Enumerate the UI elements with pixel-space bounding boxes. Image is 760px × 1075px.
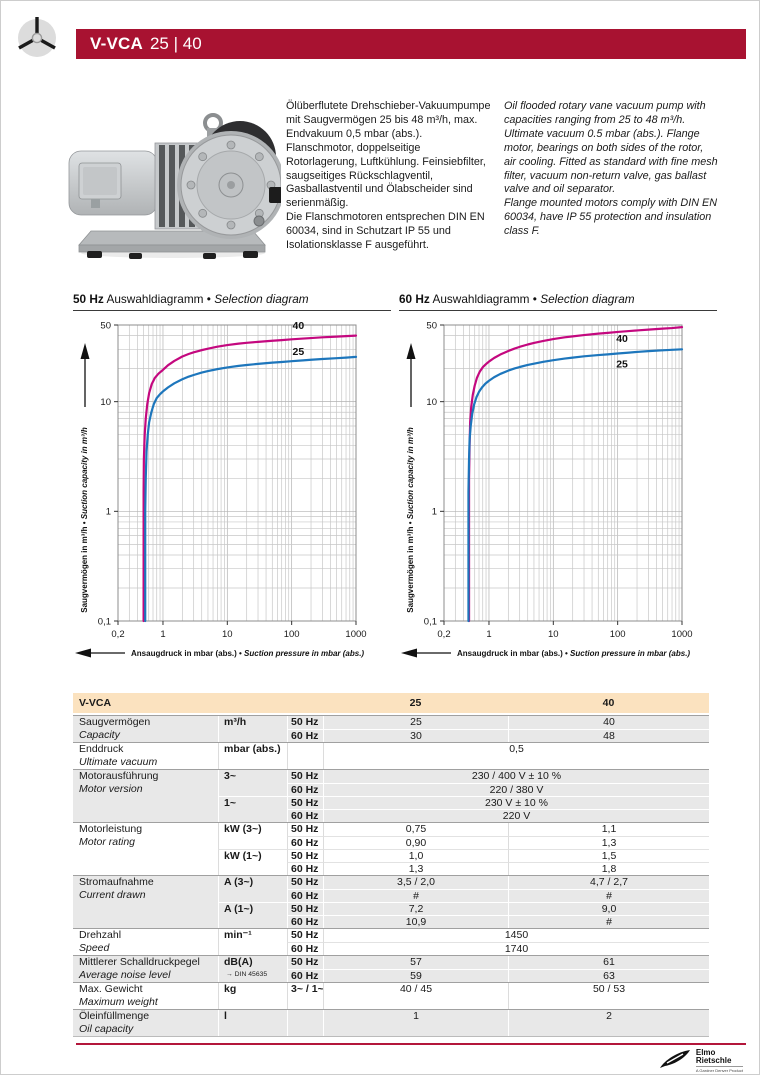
- row-label-en: Ultimate vacuum: [79, 756, 158, 768]
- page-title: V-VCA: [90, 34, 143, 53]
- x-tick-label: 0,2: [111, 629, 125, 640]
- table-block: [73, 742, 709, 769]
- x-tick-label: 1: [160, 629, 166, 640]
- unit-cell: 3~: [218, 770, 287, 796]
- description-german-p1: Ölüberflutete Drehschieber-Vakuumpumpe mit Saugvermögen 25 bis 48 m³/h, max. Endvakuum 0,5 mbar (abs.). Flanschmotor, doppelseitige Rotorlagerung, Luftkühlung. Feinsiebfilter, saugseitiges Rückschlagventil, Gasballastventil und Ölabscheider sind serienmäßig.: [286, 100, 491, 210]
- table-block: [73, 955, 709, 982]
- row-label-de: Saugvermögen: [79, 716, 151, 728]
- y-tick-label: 50: [100, 320, 111, 332]
- value-cell-25: 30: [323, 729, 508, 742]
- vacuum-pump-illustration: [63, 99, 281, 261]
- chart-title-60hz-freq: 60 Hz: [399, 292, 430, 306]
- row-label-en: Motor rating: [79, 836, 136, 848]
- value-span-cell: 1740: [323, 942, 709, 955]
- svg-text:Ansaugdruck in mbar (abs.) • S: Ansaugdruck in mbar (abs.) • Suction pressure in mbar (abs.): [457, 649, 691, 658]
- value-cell-25: 0,75: [323, 823, 508, 836]
- value-cell-25: #: [323, 889, 508, 902]
- footer-divider: [76, 1043, 746, 1045]
- curve-label-40: 40: [292, 319, 305, 332]
- description-english: [504, 100, 718, 239]
- table-block: [73, 875, 709, 928]
- brand-swoosh-icon: [659, 1049, 691, 1071]
- table-header-row: [73, 693, 709, 713]
- value-cell-25: 10,9: [323, 915, 508, 928]
- frequency-cell: 60 Hz: [287, 942, 323, 955]
- y-axis-caption: [406, 343, 416, 613]
- y-tick-label: 0,1: [97, 616, 111, 628]
- description-german: [286, 100, 493, 253]
- row-label: [73, 1010, 218, 1036]
- value-span-cell: 0,5: [323, 743, 709, 769]
- value-cell-40: 2: [508, 1010, 709, 1036]
- curve-label-25: 25: [616, 358, 628, 371]
- row-label: [73, 823, 218, 875]
- frequency-cell: 50 Hz: [287, 823, 323, 836]
- table-block: [73, 822, 709, 875]
- value-cell-40: 63: [508, 969, 709, 982]
- svg-text:Saugvermögen in m³/h • Suction: Saugvermögen in m³/h • Suction capacity in m³/h: [406, 427, 415, 613]
- chart-title-50hz: [73, 292, 309, 306]
- row-label-de: Motorleistung: [79, 823, 143, 835]
- frequency-cell: 3~ / 1~: [287, 983, 323, 1009]
- frequency-cell: 50 Hz: [287, 849, 323, 862]
- description-german-p2: Die Flanschmotoren entsprechen DIN EN 60034, sind in Schutzart IP 55 und Isolationsklasse F ausgeführt.: [286, 211, 485, 252]
- y-tick-label: 50: [426, 320, 437, 332]
- frequency-cell: 50 Hz: [287, 876, 323, 889]
- brand-name-line1: Elmo: [695, 1048, 716, 1057]
- frequency-cell: 60 Hz: [287, 836, 323, 849]
- row-label: [73, 983, 218, 1009]
- description-english-p2: Flange mounted motors comply with DIN EN 60034, have IP 55 protection and insulation class F.: [504, 197, 718, 238]
- value-cell-25: 40 / 45: [323, 983, 508, 1009]
- value-span-cell: 1450: [323, 929, 709, 942]
- page-title-sizes: 25 | 40: [149, 34, 202, 53]
- x-tick-label: 1000: [345, 629, 367, 640]
- series-25: [468, 349, 682, 621]
- value-span-cell: 220 / 380 V: [323, 783, 709, 796]
- frequency-cell: 60 Hz: [287, 889, 323, 902]
- table-header-col-25: 25: [409, 697, 422, 709]
- frequency-cell: 60 Hz: [287, 729, 323, 742]
- selection-diagram-60hz: [399, 315, 717, 667]
- unit-cell: m³/h: [218, 716, 287, 742]
- frequency-cell: 60 Hz: [287, 862, 323, 875]
- frequency-cell: 60 Hz: [287, 783, 323, 796]
- axes: [424, 320, 693, 640]
- x-tick-label: 10: [548, 629, 559, 640]
- row-label-en: Motor version: [79, 783, 143, 795]
- table-block: [73, 928, 709, 955]
- x-tick-label: 100: [609, 629, 626, 640]
- frequency-cell: 60 Hz: [287, 915, 323, 928]
- value-cell-40: #: [508, 915, 709, 928]
- row-label-en: Current drawn: [79, 889, 146, 901]
- brand-name-line2: Rietschle: [695, 1056, 732, 1065]
- value-cell-25: 1: [323, 1010, 508, 1036]
- value-cell-25: 3,5 / 2,0: [323, 876, 508, 889]
- value-cell-40: 61: [508, 956, 709, 969]
- svg-text:Ansaugdruck in mbar (abs.) • S: Ansaugdruck in mbar (abs.) • Suction pressure in mbar (abs.): [131, 649, 365, 658]
- table-block: [73, 1009, 709, 1037]
- value-cell-40: 9,0: [508, 902, 709, 915]
- row-label-en: Average noise level: [79, 969, 171, 981]
- unit-cell: l: [218, 1010, 287, 1036]
- table-block: [73, 769, 709, 822]
- chart-title-rule-60hz: [399, 310, 717, 311]
- plot-border: [444, 325, 682, 621]
- value-cell-25: 1,3: [323, 862, 508, 875]
- chart-title-50hz-freq: 50 Hz: [73, 292, 104, 306]
- value-cell-40: 50 / 53: [508, 983, 709, 1009]
- axes: [98, 320, 367, 640]
- frequency-cell: 50 Hz: [287, 956, 323, 969]
- curve-label-25: 25: [292, 346, 305, 359]
- frequency-cell: 50 Hz: [287, 770, 323, 783]
- unit-cell: kg: [218, 983, 287, 1009]
- row-label: [73, 770, 218, 822]
- series-40: [469, 327, 682, 621]
- curve-label-40: 40: [616, 332, 628, 345]
- row-label: [73, 929, 218, 955]
- row-label-de: Mittlerer Schalldruckpegel: [79, 956, 200, 968]
- value-cell-25: 1,0: [323, 849, 508, 862]
- frequency-cell: 50 Hz: [287, 929, 323, 942]
- frequency-cell: [287, 1010, 323, 1036]
- value-cell-40: 48: [508, 729, 709, 742]
- x-axis-caption: [401, 649, 690, 659]
- value-cell-25: 59: [323, 969, 508, 982]
- value-cell-25: 0,90: [323, 836, 508, 849]
- unit-cell: mbar (abs.): [218, 743, 287, 769]
- y-tick-label: 1: [431, 506, 437, 518]
- curve-25: [468, 349, 682, 621]
- row-label-de: Motorausführung: [79, 770, 159, 782]
- chart-title-60hz-en: Selection diagram: [540, 292, 635, 306]
- value-cell-40: 1,5: [508, 849, 709, 862]
- grid: [118, 325, 356, 621]
- unit-cell: 1~: [218, 796, 287, 822]
- value-span-cell: 220 V: [323, 809, 709, 822]
- y-axis-caption: [80, 343, 90, 613]
- brand-tagline: A Gardner Denver Product: [695, 1068, 743, 1073]
- value-span-cell: 230 / 400 V ± 10 %: [323, 770, 709, 783]
- value-span-cell: 230 V ± 10 %: [323, 796, 709, 809]
- unit-cell: → DIN 45635: [218, 969, 287, 982]
- frequency-cell: 60 Hz: [287, 969, 323, 982]
- unit-cell: A (3~): [218, 876, 287, 902]
- value-cell-25: 57: [323, 956, 508, 969]
- y-tick-label: 10: [100, 396, 111, 408]
- selection-diagram-50hz: [73, 315, 391, 667]
- row-label-de: Drehzahl: [79, 929, 122, 941]
- value-cell-40: 1,1: [508, 823, 709, 836]
- chart-title-60hz-mid: Auswahldiagramm •: [432, 292, 537, 306]
- row-label-en: Oil capacity: [79, 1023, 134, 1035]
- frequency-cell: 50 Hz: [287, 716, 323, 729]
- row-label-en: Maximum weight: [79, 996, 158, 1008]
- chart-title-60hz: [399, 292, 635, 306]
- x-tick-label: 1: [486, 629, 492, 640]
- unit-cell: kW (3~): [218, 823, 287, 849]
- row-label: [73, 743, 218, 769]
- frequency-cell: 50 Hz: [287, 796, 323, 809]
- x-axis-caption: [75, 649, 364, 659]
- rotary-vane-icon: [15, 15, 59, 59]
- value-cell-40: 1,3: [508, 836, 709, 849]
- description-english-p1: Oil flooded rotary vane vacuum pump with capacities ranging from 25 to 48 m³/h. Ultimate vacuum 0.5 mbar (abs.). Flange motor, bearings on both sides of the rotor, air cooling. Fitted as standard with fine mesh filter, vacuum non-return valve, gas ballast valve and oil separator.: [504, 100, 718, 196]
- y-tick-label: 0,1: [423, 616, 437, 628]
- value-cell-40: #: [508, 889, 709, 902]
- row-label-de: Stromaufnahme: [79, 876, 154, 888]
- value-cell-25: 25: [323, 716, 508, 729]
- row-label-de: Enddruck: [79, 743, 124, 755]
- unit-cell: kW (1~): [218, 849, 287, 875]
- header-banner: [76, 29, 746, 59]
- unit-cell: dB(A): [218, 956, 287, 969]
- row-label: [73, 876, 218, 928]
- frequency-cell: 50 Hz: [287, 902, 323, 915]
- y-tick-label: 10: [426, 396, 437, 408]
- table-block: [73, 715, 709, 742]
- series-25: [145, 346, 356, 621]
- row-label-de: Max. Gewicht: [79, 983, 143, 995]
- unit-cell: A (1~): [218, 902, 287, 928]
- frequency-cell: [287, 743, 323, 769]
- table-block: [73, 982, 709, 1009]
- x-tick-label: 0,2: [437, 629, 451, 640]
- y-tick-label: 1: [105, 506, 111, 518]
- table-header-product: V-VCA: [79, 697, 112, 709]
- row-label: [73, 716, 218, 742]
- value-cell-40: 1,8: [508, 862, 709, 875]
- curve-25: [145, 357, 356, 621]
- value-cell-40: 40: [508, 716, 709, 729]
- chart-title-50hz-mid: Auswahldiagramm •: [106, 292, 211, 306]
- row-label: [73, 956, 218, 982]
- row-label-en: Capacity: [79, 729, 120, 741]
- brand-logo: [659, 1049, 743, 1074]
- value-cell-40: 4,7 / 2,7: [508, 876, 709, 889]
- product-photo: [63, 99, 281, 261]
- grid: [444, 325, 682, 621]
- plot-border: [118, 325, 356, 621]
- unit-cell: min⁻¹: [218, 929, 287, 955]
- frequency-cell: 60 Hz: [287, 809, 323, 822]
- x-tick-label: 10: [222, 629, 233, 640]
- value-cell-25: 7,2: [323, 902, 508, 915]
- spec-table: [73, 693, 709, 1037]
- svg-text:Saugvermögen in m³/h • Suction: Saugvermögen in m³/h • Suction capacity in m³/h: [80, 427, 89, 613]
- table-header-col-40: 40: [602, 697, 615, 709]
- x-tick-label: 100: [283, 629, 300, 640]
- chart-title-50hz-en: Selection diagram: [214, 292, 309, 306]
- row-label-de: Öleinfüllmenge: [79, 1010, 150, 1022]
- chart-title-rule-50hz: [73, 310, 391, 311]
- curve-40: [469, 327, 682, 621]
- x-tick-label: 1000: [671, 629, 693, 640]
- row-label-en: Speed: [79, 942, 110, 954]
